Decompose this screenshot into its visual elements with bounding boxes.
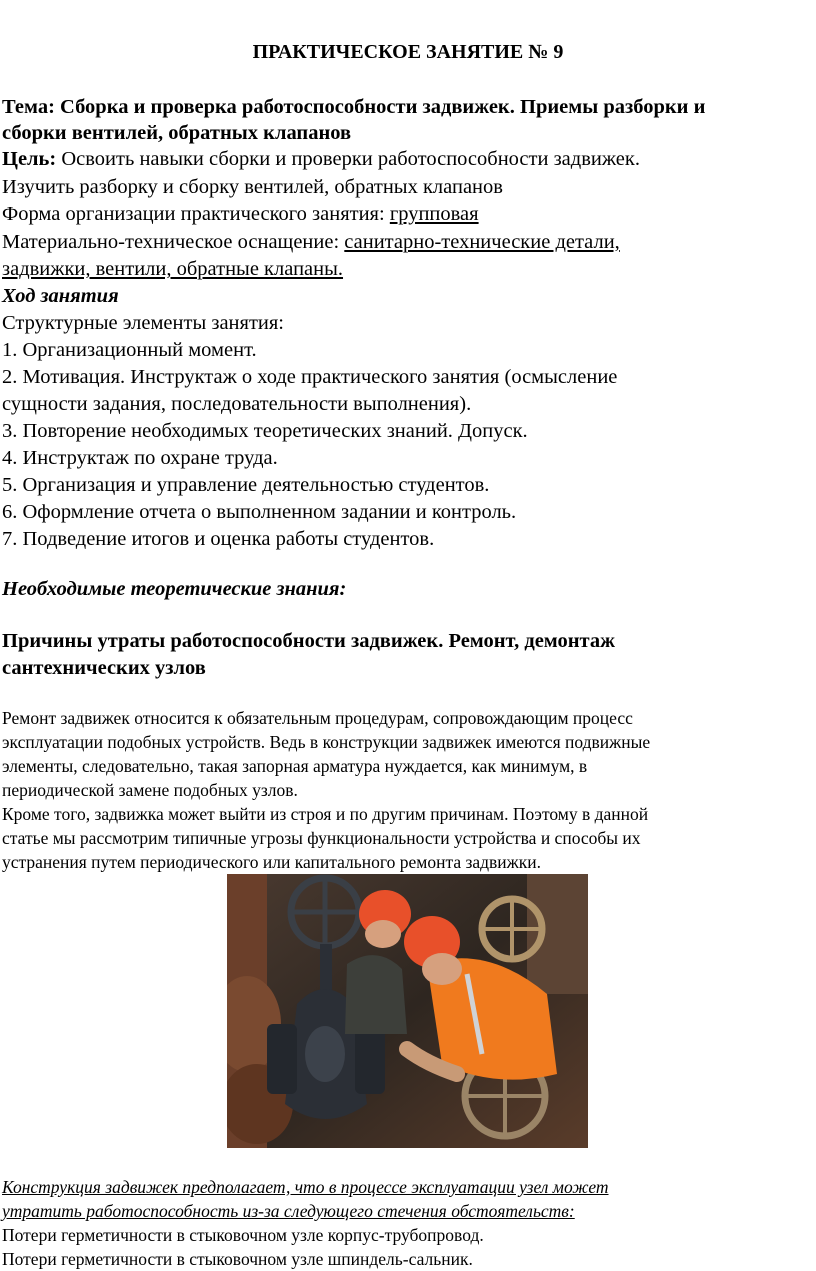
structure-item: 4. Инструктаж по охране труда. — [2, 447, 278, 469]
theory-heading: Необходимые теоретические знания: — [2, 578, 347, 600]
paragraph-1-line: элементы, следовательно, такая запорная арматура нуждается, как минимум, в — [2, 756, 588, 776]
form-line — [2, 201, 479, 228]
equipment-value-1: санитарно-технические детали, — [344, 231, 620, 253]
equipment-value-2: задвижки, вентили, обратные клапаны. — [2, 258, 344, 280]
photo-illustration — [227, 874, 588, 1148]
workers-repairing-valve-photo — [227, 874, 588, 1148]
handwheel-upper-icon — [291, 878, 359, 946]
paragraph-2-line: статье мы рассмотрим типичные угрозы функциональности устройства и способы их — [2, 828, 641, 848]
form-value: групповая — [389, 203, 479, 225]
section-heading-1: Причины утраты работоспособности задвижек. Ремонт, демонтаж — [2, 630, 615, 652]
handwheel-right-icon — [482, 899, 542, 959]
goal-text: Освоить навыки сборки и проверки работоспособности задвижек. — [56, 148, 640, 170]
structure-item: 1. Организационный момент. — [2, 339, 257, 361]
goal-line-1 — [2, 146, 640, 173]
structure-item: 6. Оформление отчета о выполненном задании и контроль. — [2, 501, 517, 523]
structure-item: 3. Повторение необходимых теоретических знаний. Допуск. — [2, 420, 528, 442]
paragraph-1-line: Ремонт задвижек относится к обязательным процедурам, сопровождающим процесс — [2, 708, 633, 728]
structure-item: 7. Подведение итогов и оценка работы студентов. — [2, 528, 435, 550]
paragraph-2-line: устранения путем периодического или капитального ремонта задвижки. — [2, 852, 542, 872]
italic-note-line: Конструкция задвижек предполагает, что в процессе эксплуатации узел может — [2, 1177, 609, 1197]
structure-item: сущности задания, последовательности выполнения). — [2, 393, 472, 415]
failure-item: Потери герметичности в стыковочном узле шпиндель-сальник. — [2, 1249, 473, 1269]
equipment-label: Материально-техническое оснащение: — [2, 231, 345, 253]
structure-item: 2. Мотивация. Инструктаж о ходе практического занятия (осмысление — [2, 366, 618, 388]
page-title: ПРАКТИЧЕСКОЕ ЗАНЯТИЕ № 9 — [252, 41, 564, 63]
goal-label: Цель: — [2, 148, 57, 170]
failure-item: Потери герметичности в стыковочном узле корпус-трубопровод. — [2, 1225, 484, 1245]
paragraph-2-line: Кроме того, задвижка может выйти из строя и по другим причинам. Поэтому в данной — [2, 804, 649, 824]
section-heading-2: сантехнических узлов — [2, 657, 206, 679]
structure-item: 5. Организация и управление деятельностью студентов. — [2, 474, 490, 496]
equipment-line-1 — [2, 229, 620, 256]
goal-line-2: Изучить разборку и сборку вентилей, обратных клапанов — [2, 176, 503, 198]
paragraph-1-line: периодической замене подобных узлов. — [2, 780, 298, 800]
paragraph-1-line: эксплуатации подобных устройств. Ведь в конструкции задвижек имеются подвижные — [2, 732, 651, 752]
form-label: Форма организации практического занятия: — [2, 203, 390, 225]
course-heading: Ход занятия — [2, 285, 119, 307]
topic-line-2: сборки вентилей, обратных клапанов — [2, 122, 352, 144]
structure-heading: Структурные элементы занятия: — [2, 312, 284, 334]
topic-line-1: Тема: Сборка и проверка работоспособности задвижек. Приемы разборки и — [2, 96, 706, 118]
italic-note-line: утратить работоспособность из-за следующего стечения обстоятельств: — [2, 1201, 575, 1221]
